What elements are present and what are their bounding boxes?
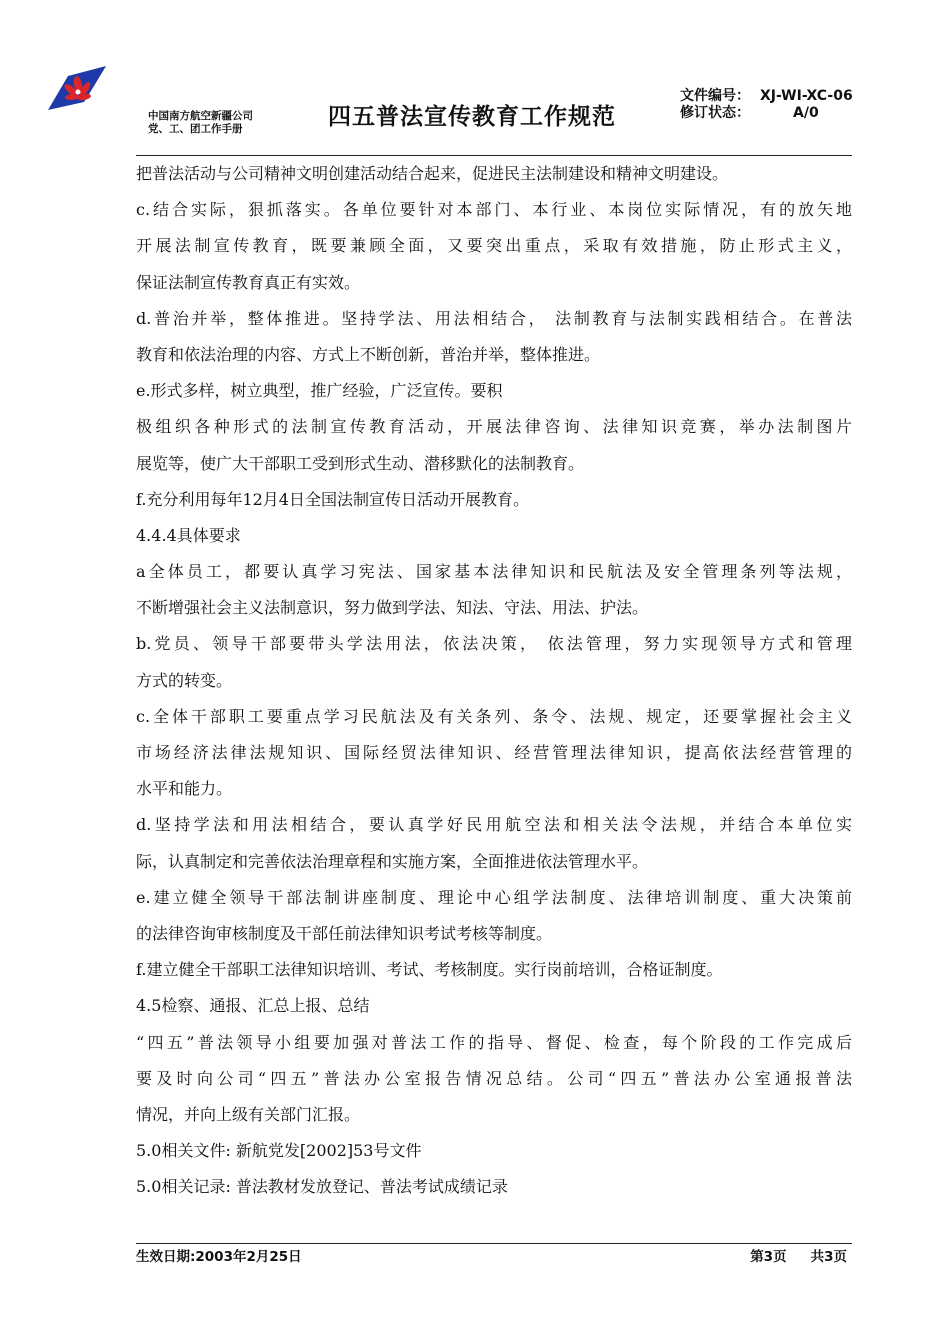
doc-number-value: XJ-WI-XC-06 [760,88,853,104]
section-heading: 4.5检察、通报、汇总上报、总结 [136,996,370,1016]
revision-label: 修订状态： [680,105,750,121]
company-logo [44,66,110,112]
body-line: f.充分利用每年12月4日全国法制宣传日活动开展教育。 [136,489,529,509]
body-line: 的法律咨询审核制度及干部任前法律知识考试考核等制度。 [136,923,553,943]
body-line: c.结合实际，狠抓落实。各单位要针对本部门、本行业、本岗位实际情况，有的放矢地 [136,200,852,220]
body-line: c.全体干部职工要重点学习民航法及有关条列、条令、法规、规定，还要掌握社会主义 [136,706,852,726]
revision-value: A/0 [793,105,819,121]
related-records: 5.0相关记录: 普法教材发放登记、普法考试成绩记录 [136,1177,508,1197]
body-line: 展览等，使广大干部职工受到形式生动、潜移默化的法制教育。 [136,453,585,473]
company-name [148,110,253,136]
body-line: f.建立健全干部职工法律知识培训、考试、考核制度。实行岗前培训，合格证制度。 [136,960,723,980]
body-line: a全体员工，都要认真学习宪法、国家基本法律知识和民航法及安全管理条列等法规， [136,562,852,582]
body-line: 教育和依法治理的内容、方式上不断创新，普治并举，整体推进。 [136,344,601,364]
document-title: 四五普法宣传教育工作规范 [328,104,616,130]
page-current: 第3页 [750,1249,787,1265]
company-line-2: 党、工、团工作手册 [148,123,243,135]
document-body [136,156,852,1205]
body-line: d.普治并举，整体推进。坚持学法、用法相结合， 法制教育与法制实践相结合。在普法 [136,308,852,328]
body-line: 际，认真制定和完善依法治理章程和实施方案，全面推进依法管理水平。 [136,851,649,871]
body-line: e.建立健全领导干部法制讲座制度、理论中心组学法制度、法律培训制度、重大决策前 [136,887,852,907]
page-number [750,1245,847,1265]
body-line: 不断增强社会主义法制意识，努力做到学法、知法、守法、用法、护法。 [136,598,649,618]
document-info [680,88,853,122]
body-line: b.党员、领导干部要带头学法用法，依法决策， 依法管理，努力实现领导方式和管理 [136,634,852,654]
revision-row [680,105,853,122]
body-line: 水平和能力。 [136,779,233,799]
body-line: 极组织各种形式的法制宣传教育活动，开展法律咨询、法律知识竞赛，举办法制图片 [136,417,852,437]
body-line: 把普法活动与公司精神文明创建活动结合起来，促进民主法制建设和精神文明建设。 [136,164,729,183]
page-total: 共3页 [810,1249,847,1265]
footer-divider [136,1243,852,1244]
effective-date: 生效日期:2003年2月25日 [136,1249,302,1265]
doc-number-label: 文件编号： [680,88,750,104]
body-line: 情况，并向上级有关部门汇报。 [136,1104,361,1124]
body-line: 开展法制宣传教育，既要兼顾全面，又要突出重点，采取有效措施，防止形式主义， [136,236,852,256]
body-line: 方式的转变。 [136,670,233,690]
related-documents: 5.0相关文件: 新航党发[2002]53号文件 [136,1141,422,1161]
section-heading: 4.4.4具体要求 [136,525,241,545]
body-line: 市场经济法律法规知识、国际经贸法律知识、经营管理法律知识，提高依法经营管理的 [136,743,852,762]
body-line: 要及时向公司“四五”普法办公室报告情况总结。公司“四五”普法办公室通报普法 [136,1068,852,1088]
body-line: d.坚持学法和用法相结合，要认真学好民用航空法和相关法令法规，并结合本单位实 [136,815,852,835]
body-line: e.形式多样，树立典型，推广经验，广泛宣传。要积 [136,381,503,401]
company-line-1: 中国南方航空新疆公司 [148,110,253,122]
doc-number-row [680,88,853,105]
body-line: “四五”普法领导小组要加强对普法工作的指导、督促、检查，每个阶段的工作完成后 [136,1032,852,1052]
body-line: 保证法制宣传教育真正有实效。 [136,272,361,292]
